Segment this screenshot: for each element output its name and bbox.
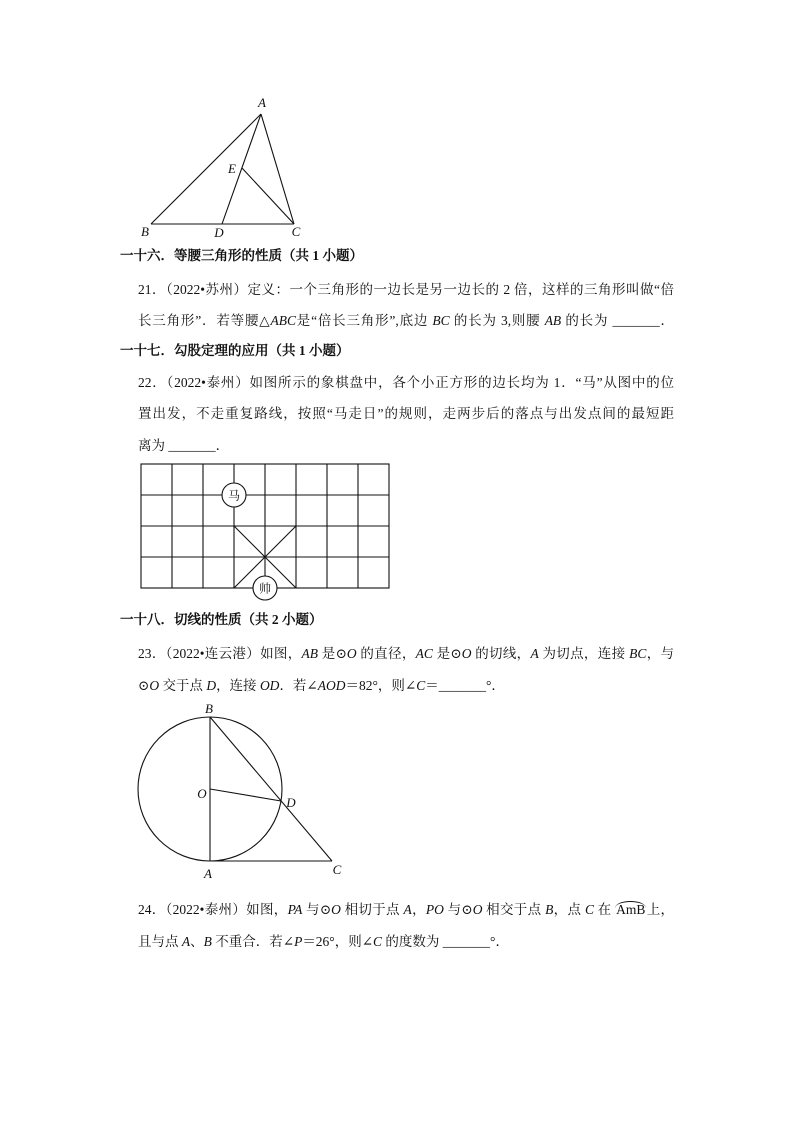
text-run: 、: [190, 934, 204, 949]
text-run: ＝82°，则∠: [345, 678, 417, 693]
circle-tangent-figure: [130, 700, 350, 885]
segment-ac: [261, 114, 294, 224]
math-variable: AOD: [317, 678, 346, 693]
text-run: ．若∠: [279, 678, 318, 693]
text-run: ，连接: [216, 678, 260, 693]
point-label-o: O: [197, 786, 207, 801]
text-run: 与⊙: [302, 902, 332, 917]
math-variable: P: [294, 934, 303, 949]
text-run: 交于点: [159, 678, 207, 693]
text-run: °．: [490, 934, 509, 949]
math-variable: BC: [629, 646, 647, 661]
segment-ec: [242, 168, 294, 224]
radius-od: [210, 789, 281, 801]
text-run: 24．（2022•泰州）如图，: [138, 902, 288, 917]
text-run: ⊙: [138, 678, 150, 693]
q22-line-2: [138, 404, 674, 424]
text-run: 相切于点: [340, 902, 404, 917]
math-variable: A: [530, 646, 539, 661]
math-variable: O: [461, 646, 472, 661]
text-run: 且与点: [138, 934, 182, 949]
segment-bc: [210, 717, 332, 861]
text-run: ．: [659, 313, 675, 328]
point-label-a: A: [258, 95, 266, 110]
text-run: 是“倍长三角形”,底边: [295, 313, 433, 328]
point-label-d: D: [286, 795, 296, 810]
answer-blank: _______: [438, 678, 486, 693]
text-run: 为切点，连接: [538, 646, 630, 661]
q24-line-1: [138, 900, 674, 920]
chess-board-figure: [130, 455, 400, 605]
math-variable: C: [373, 934, 383, 949]
answer-blank: _______: [612, 313, 660, 328]
math-variable: B: [203, 934, 212, 949]
math-variable: PA: [287, 902, 303, 917]
point-label-e: E: [228, 161, 236, 176]
q21-line-2: [138, 311, 674, 331]
math-variable: C: [584, 902, 594, 917]
math-variable: O: [472, 902, 483, 917]
point-label-a: A: [204, 866, 212, 881]
general-piece-label: 帅: [258, 581, 272, 596]
text-run: 是⊙: [318, 646, 347, 661]
math-variable: ABC: [270, 313, 296, 328]
text-run: 上，: [646, 902, 675, 917]
q22-line-1: [138, 373, 674, 393]
section-heading-16: 一十六．等腰三角形的性质（共 1 小题）: [120, 248, 363, 263]
text-run: 23．（2022•连云港）如图，: [138, 646, 302, 661]
answer-blank: _______: [442, 934, 491, 949]
q23-line-2: [138, 676, 674, 696]
point-label-b: B: [141, 224, 149, 239]
q24-line-2: [138, 932, 674, 952]
text-run: 的长为: [561, 313, 613, 328]
text-run: ＝: [425, 678, 439, 693]
math-variable: B: [545, 902, 554, 917]
arc-notation: AmB: [615, 900, 646, 920]
section-heading-18: 一十八．切线的性质（共 2 小题）: [120, 612, 323, 627]
text-run: 的直径，: [356, 646, 416, 661]
text-run: 与⊙: [443, 902, 473, 917]
triangle-figure: [120, 90, 320, 240]
math-variable: O: [331, 902, 341, 917]
point-label-c: C: [291, 224, 301, 239]
text-run: 不重合．若∠: [211, 934, 295, 949]
math-variable: O: [149, 678, 160, 693]
section-heading-17: 一十七．勾股定理的应用（共 1 小题）: [120, 343, 350, 358]
math-variable: A: [181, 934, 191, 949]
math-variable: AC: [415, 646, 433, 661]
text-run: 离为: [138, 438, 169, 453]
q23-line-1: [138, 644, 674, 664]
math-variable: OD: [259, 678, 280, 693]
point-label-b: B: [205, 701, 213, 716]
math-variable: AB: [544, 313, 562, 328]
answer-blank: _______: [168, 438, 216, 453]
text-run: ，点: [553, 902, 585, 917]
math-variable: C: [416, 678, 426, 693]
math-variable: AB: [301, 646, 319, 661]
text-run: ＝26°，则∠: [302, 934, 374, 949]
q22-line-3: [138, 436, 674, 456]
text-run: ．: [215, 438, 230, 453]
point-label-c: C: [332, 862, 342, 877]
text-run: 21．（2022•苏州）定义：一个三角形的一边长是另一边长的 2 倍，这样的三角形叫做“倍: [138, 282, 674, 297]
text-run: 置出发，不走重复路线，按照“马走日”的规则，走两步后的落点与出发点间的最短距: [138, 406, 674, 421]
math-variable: A: [403, 902, 412, 917]
math-variable: PO: [425, 902, 444, 917]
text-run: 的长为 3,则腰: [449, 313, 545, 328]
text-run: 的切线，: [471, 646, 531, 661]
text-run: 是⊙: [432, 646, 462, 661]
text-run: 在: [593, 902, 616, 917]
text-run: ，与: [646, 646, 675, 661]
point-label-d: D: [214, 225, 224, 240]
text-run: 长三角形”．若等腰△: [138, 313, 271, 328]
text-run: 的度数为: [382, 934, 443, 949]
text-run: °．: [485, 678, 505, 693]
text-run: 相交于点: [482, 902, 546, 917]
math-variable: BC: [432, 313, 450, 328]
segment-ab: [151, 114, 261, 224]
math-variable: O: [346, 646, 357, 661]
math-variable: D: [206, 678, 217, 693]
text-run: ，: [411, 902, 426, 917]
horse-piece-label: 马: [227, 488, 241, 503]
q21-line-1: [138, 280, 674, 300]
text-run: 22．（2022•泰州）如图所示的象棋盘中，各个小正方形的边长均为 1．“马”从图中的位: [138, 375, 674, 390]
